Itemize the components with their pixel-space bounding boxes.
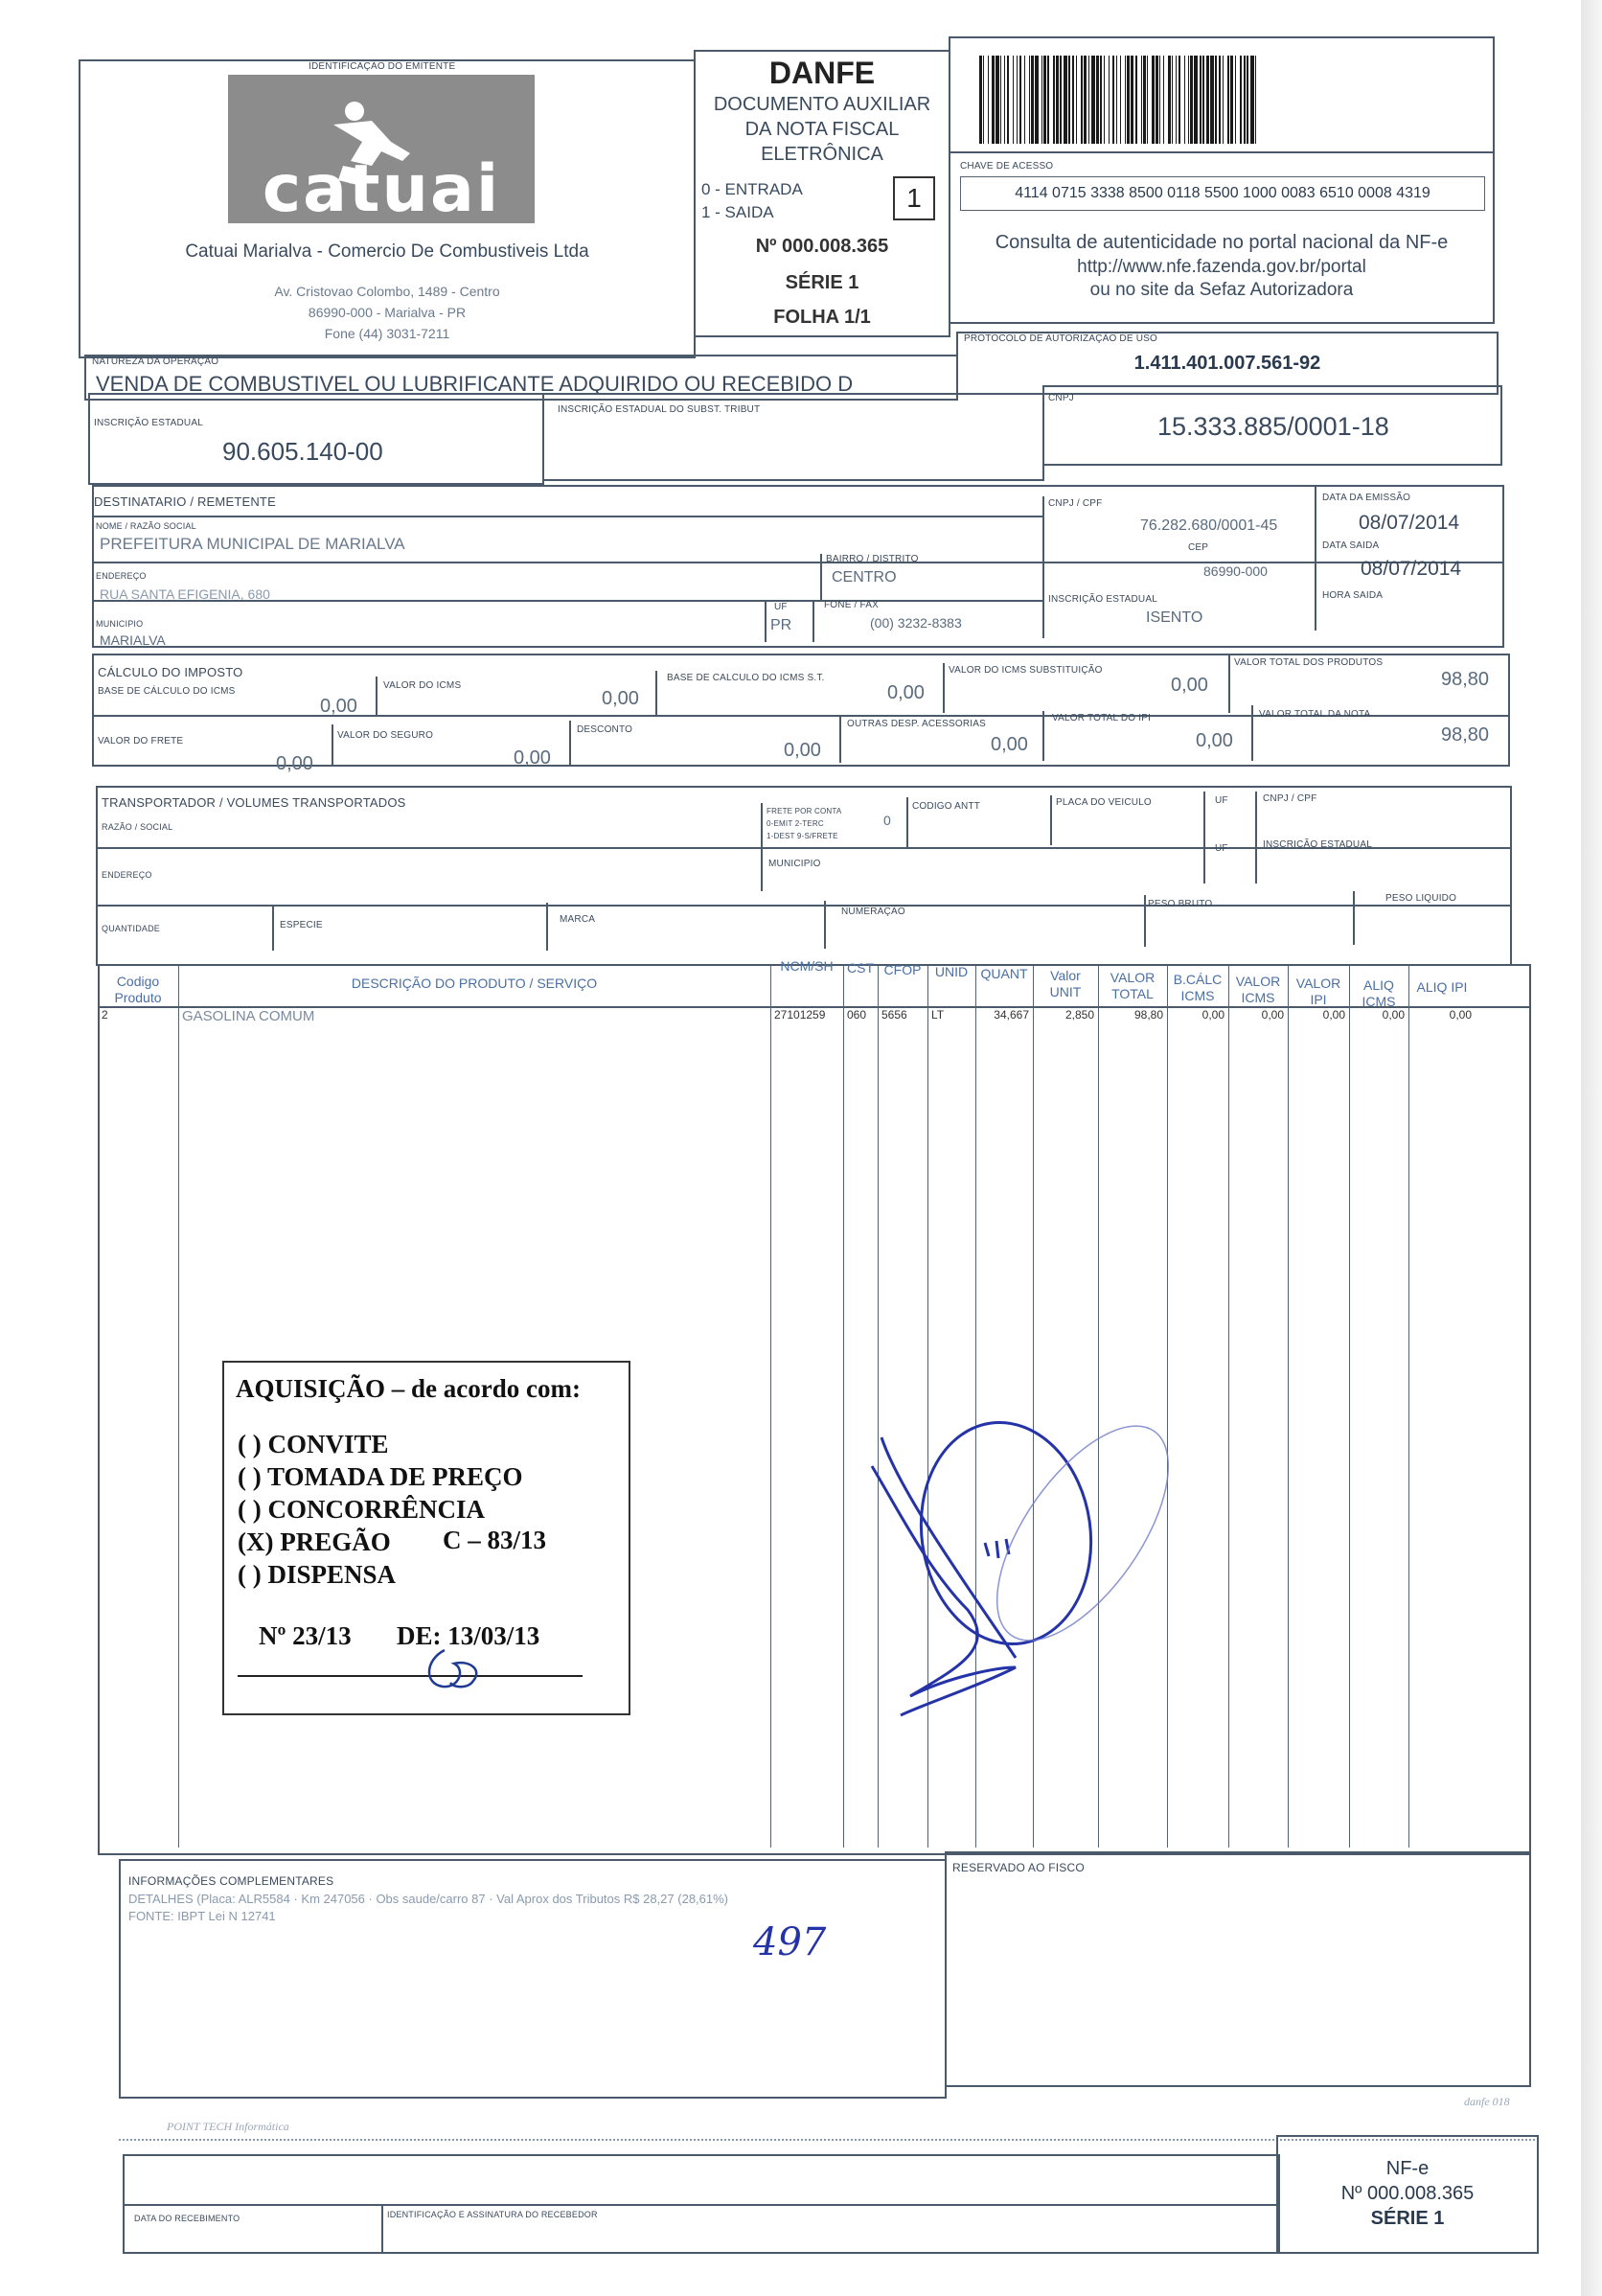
transp-municipio-label: MUNICIPIO: [768, 859, 821, 869]
transp-sep11: [1353, 891, 1355, 945]
stamp-initials-icon: [416, 1641, 502, 1698]
table-cell-valor_total: 98,80: [1133, 1008, 1163, 1022]
transp-antt-label: CODIGO ANTT: [912, 801, 981, 812]
table-cell-descricao: GASOLINA COMUM: [182, 1008, 315, 1024]
valor-icms-st: 0,00: [1171, 675, 1208, 696]
consulta-line3: ou no site da Sefaz Autorizadora: [1089, 280, 1354, 300]
chave-value: 4114 0715 3338 8500 0118 5500 1000 0083 6510 0008 4319: [960, 176, 1485, 211]
table-header-cell: QUANT: [980, 966, 1028, 981]
transp-row2-line: [96, 905, 1512, 907]
stamp-de: DE: 13/03/13: [397, 1621, 540, 1650]
imposto-sep4: [1228, 655, 1230, 713]
dest-municipio: MARIALVA: [100, 632, 166, 648]
danfe-title: DANFE: [768, 56, 876, 90]
info-line1: DETALHES (Placa: ALR5584 · Km 247056 · Obs saude/carro 87 · Val Aprox dos Tributos R$ 28,27 (28,61%): [128, 1892, 729, 1906]
table-column-line: [178, 966, 179, 1848]
table-header-cell: VALOR TOTAL: [1110, 970, 1156, 1001]
dest-cep-label: CEP: [1188, 542, 1209, 553]
frete-value: 0,00: [276, 753, 313, 774]
base-icms-label: BASE DE CÁLCULO DO ICMS: [98, 686, 236, 697]
dest-uf: PR: [770, 617, 792, 633]
dest-fone-sep: [812, 600, 814, 642]
table-cell-quant: 34,667: [994, 1008, 1029, 1022]
table-cell-ncm: 27101259: [774, 1008, 826, 1022]
stamp-convite: ( ) CONVITE: [238, 1430, 389, 1458]
software-label: POINT TECH Informática: [167, 2120, 289, 2133]
transp-section-label: TRANSPORTADOR / VOLUMES TRANSPORTADOS: [102, 795, 406, 810]
recibo-mid-line: [123, 2204, 1280, 2206]
stamp-tomada: ( ) TOMADA DE PREÇO: [238, 1462, 523, 1491]
ie-label: INSCRIÇÃO ESTADUAL: [94, 418, 203, 428]
ipi-label: VALOR TOTAL DO IPI: [1052, 713, 1152, 723]
stamp-numero: Nº 23/13: [259, 1621, 352, 1650]
dest-row1-line: [92, 516, 1042, 517]
transp-endereco-label: ENDEREÇO: [102, 870, 152, 880]
emitente-phone: Fone (44) 3031-7211: [324, 326, 450, 341]
transp-peso-liquido-label: PESO LIQUIDO: [1385, 893, 1457, 904]
logo-text: catuai: [262, 151, 501, 227]
base-icms: 0,00: [320, 696, 357, 717]
dest-cnpj-sep: [1042, 496, 1044, 638]
transp-sep6: [761, 847, 763, 891]
dest-endereco-label: ENDEREÇO: [96, 571, 147, 581]
table-cell-valor_unit: 2,850: [1064, 1008, 1094, 1022]
table-header-cell: VALOR IPI: [1295, 976, 1341, 1007]
transp-sep3: [1050, 795, 1052, 845]
table-cell-vicms: 0,00: [1261, 1008, 1284, 1022]
danfe-ref: danfe 018: [1464, 2095, 1510, 2108]
transp-marca-label: MARCA: [560, 914, 596, 925]
transp-sep1: [761, 803, 763, 851]
dest-bairro: CENTRO: [832, 569, 897, 585]
dest-cep: 86990-000: [1203, 563, 1268, 579]
emitente-address: Av. Cristovao Colombo, 1489 - Centro: [274, 284, 500, 299]
base-icms-st: 0,00: [887, 682, 925, 703]
info-handwritten: 497: [753, 1920, 827, 1964]
transp-cnpj-label: CNPJ / CPF: [1263, 793, 1317, 804]
table-column-line: [770, 966, 771, 1848]
transp-sep7: [272, 907, 274, 951]
frete-label: VALOR DO FRETE: [98, 736, 184, 746]
imposto-sep3: [943, 663, 945, 713]
company-logo: [228, 75, 535, 227]
dest-data-emissao-label: DATA DA EMISSÃO: [1322, 493, 1411, 503]
page-edge: [1581, 0, 1602, 2296]
table-cell-aliq_ipi: 0,00: [1449, 1008, 1472, 1022]
dest-cnpj: 76.282.680/0001-45: [1140, 517, 1278, 534]
footer-numero: Nº 000.008.365: [1340, 2183, 1475, 2204]
desconto-value: 0,00: [784, 740, 821, 761]
assinatura-label: IDENTIFICAÇÃO E ASSINATURA DO RECEBEDOR: [387, 2210, 598, 2219]
dest-nome: PREFEITURA MUNICIPAL DE MARIALVA: [100, 535, 405, 553]
valor-icms-st-label: VALOR DO ICMS SUBSTITUIÇÃO: [949, 665, 1103, 676]
imposto-sep6: [569, 721, 571, 765]
transp-frete-value: 0: [883, 813, 891, 828]
table-column-line: [1408, 966, 1409, 1848]
table-header-cell: CST: [847, 960, 874, 976]
danfe-saida: 1 - SAIDA: [701, 203, 774, 221]
signature-stamp-icon: [843, 1380, 1246, 1782]
dest-bairro-label: BAIRRO / DISTRITO: [826, 554, 919, 564]
transp-sep9: [824, 901, 826, 949]
danfe-line1: DOCUMENTO AUXILIAR: [713, 94, 931, 115]
cnpj-emit-label: CNPJ: [1048, 393, 1074, 403]
danfe-numero: Nº 000.008.365: [755, 236, 889, 257]
table-header-cell: VALOR ICMS: [1235, 974, 1281, 1005]
transp-especie-label: ESPECIE: [280, 920, 323, 930]
dest-nome-label: NOME / RAZÃO SOCIAL: [96, 521, 196, 531]
transp-frete-label3: 1-DEST 9-S/FRETE: [767, 832, 838, 840]
protocolo-value: 1.411.401.007.561-92: [1133, 353, 1321, 374]
barcode: [979, 56, 1468, 144]
danfe-folha: FOLHA 1/1: [773, 307, 871, 328]
total-produtos: 98,80: [1441, 669, 1490, 690]
dest-data-saida: 08/07/2014: [1361, 558, 1462, 580]
dest-box: [92, 485, 1504, 648]
table-cell-bcalc: 0,00: [1202, 1008, 1224, 1022]
table-header-cell: ALIQ ICMS: [1362, 977, 1396, 1009]
table-header-cell: UNID: [934, 964, 969, 979]
total-produtos-label: VALOR TOTAL DOS PRODUTOS: [1234, 657, 1384, 668]
valor-icms: 0,00: [602, 688, 639, 709]
ipi-value: 0,00: [1196, 730, 1233, 751]
seguro-value: 0,00: [514, 747, 551, 769]
dest-endereco: RUA SANTA EFIGENIA, 680: [100, 586, 270, 602]
natureza-label: NATUREZA DA OPERAÇÃO: [92, 356, 219, 367]
seguro-label: VALOR DO SEGURO: [337, 730, 434, 741]
stamp-concorrencia: ( ) CONCORRÊNCIA: [238, 1495, 485, 1524]
stamp-pregao-ref: C – 83/13: [443, 1526, 546, 1554]
dest-ie: ISENTO: [1146, 609, 1203, 626]
imposto-sep9: [1251, 705, 1253, 761]
danfe-line2: DA NOTA FISCAL: [744, 119, 900, 140]
stamp-signature-line: [238, 1675, 583, 1677]
table-header-cell: CFOP: [883, 962, 922, 977]
data-receb-label: DATA DO RECEBIMENTO: [134, 2214, 240, 2223]
imposto-sep1: [376, 677, 378, 717]
danfe-line3: ELETRÔNICA: [761, 144, 883, 165]
dest-cnpj-label: CNPJ / CPF: [1048, 498, 1103, 509]
transp-sep4: [1203, 792, 1205, 884]
base-icms-st-label: BASE DE CALCULO DO ICMS S.T.: [667, 673, 825, 683]
danfe-tipo-box: 1: [893, 176, 935, 220]
danfe-entrada: 0 - ENTRADA: [701, 180, 803, 198]
transp-uf2-label: UF: [1215, 843, 1228, 854]
dest-section-label: DESTINATARIO / REMETENTE: [94, 494, 276, 509]
footer-serie: SÉRIE 1: [1370, 2208, 1445, 2229]
outras-value: 0,00: [991, 734, 1028, 755]
transp-frete-label1: FRETE POR CONTA: [767, 807, 842, 815]
table-header-cell: Valor UNIT: [1049, 968, 1082, 999]
fisco-box: [945, 1851, 1531, 2087]
dest-data-emissao: 08/07/2014: [1359, 512, 1460, 534]
cnpj-emit-value: 15.333.885/0001-18: [1157, 412, 1389, 441]
transp-numeracao-label: NUMERAÇÃO: [841, 907, 905, 917]
protocolo-label: PROTOCOLO DE AUTORIZAÇÃO DE USO: [964, 333, 1157, 344]
dest-fone: (00) 3232-8383: [870, 615, 962, 631]
imposto-sep2: [655, 671, 657, 717]
natureza-value: VENDA DE COMBUSTIVEL OU LUBRIFICANTE ADQUIRIDO OU RECEBIDO D: [96, 372, 854, 396]
table-cell-unid: LT: [931, 1008, 945, 1022]
transp-frete-label2: 0-EMIT 2-TERC: [767, 819, 824, 828]
transp-sep2: [906, 797, 908, 847]
emitente-name: Catuai Marialva - Comercio De Combustiveis Ltda: [185, 241, 589, 262]
stamp-pregao: (X) PREGÃO: [238, 1527, 391, 1556]
stamp-title: AQUISIÇÃO – de acordo com:: [236, 1374, 581, 1403]
valor-icms-label: VALOR DO ICMS: [383, 680, 462, 691]
dest-uf-label: UF: [774, 602, 788, 612]
table-header-cell: B.CÁLC ICMS: [1173, 972, 1223, 1003]
desconto-label: DESCONTO: [577, 724, 633, 735]
table-header-cell: DESCRIÇÃO DO PRODUTO / SERVIÇO: [351, 976, 598, 991]
table-header-cell: Codigo Produto: [114, 974, 162, 1005]
ie-value: 90.605.140-00: [222, 437, 383, 466]
table-cell-codigo: 2: [102, 1008, 108, 1022]
danfe-serie: SÉRIE 1: [785, 272, 859, 293]
transp-quantidade-label: QUANTIDADE: [102, 924, 161, 933]
dest-bairro-sep: [820, 554, 822, 600]
transp-peso-bruto-label: PESO BRUTO: [1148, 899, 1213, 909]
transp-sep5: [1255, 792, 1257, 884]
info-line2: FONTE: IBPT Lei N 12741: [128, 1909, 276, 1923]
table-column-line: [1288, 966, 1289, 1848]
table-cell-cst: 060: [847, 1008, 867, 1022]
imposto-sep8: [1042, 711, 1044, 761]
info-section-label: INFORMAÇÕES COMPLEMENTARES: [128, 1874, 334, 1888]
imposto-sep5: [332, 724, 333, 767]
transp-sep8: [546, 903, 548, 951]
transp-ie-label: INSCRIÇÃO ESTADUAL: [1263, 839, 1372, 850]
table-cell-cfop: 5656: [881, 1008, 907, 1022]
dest-fone-label: FONE / FAX: [824, 600, 880, 610]
aquisicao-stamp: [222, 1361, 630, 1715]
fisco-label: RESERVADO AO FISCO: [952, 1861, 1085, 1874]
table-header-cell: NCM/SH: [780, 958, 834, 974]
dest-uf-sep: [765, 600, 767, 642]
table-cell-aliq_icms: 0,00: [1382, 1008, 1405, 1022]
emitente-cep-city: 86990-000 - Marialva - PR: [308, 305, 467, 320]
dest-row3-line: [92, 600, 1042, 602]
dest-hora-label: HORA SAIDA: [1322, 590, 1384, 601]
footer-nfe: NF-e: [1385, 2158, 1430, 2179]
dest-date-sep: [1315, 487, 1316, 631]
dest-data-saida-label: DATA SAIDA: [1322, 540, 1380, 551]
transp-sep10: [1144, 895, 1146, 947]
consulta-line2: http://www.nfe.fazenda.gov.br/portal: [1077, 257, 1366, 277]
dest-municipio-label: MUNICIPIO: [96, 619, 144, 629]
table-cell-vipi: 0,00: [1322, 1008, 1345, 1022]
chave-label: CHAVE DE ACESSO: [960, 161, 1054, 172]
table-header-cell: ALIQ IPI: [1416, 979, 1468, 995]
dest-ie-label: INSCRIÇÃO ESTADUAL: [1048, 594, 1157, 605]
total-nota: 98,80: [1441, 724, 1490, 746]
stamp-dispensa: ( ) DISPENSA: [238, 1560, 397, 1589]
ie-st-label: INSCRIÇÃO ESTADUAL DO SUBST. TRIBUT: [558, 404, 761, 415]
imposto-sep7: [839, 715, 841, 763]
transp-uf-label: UF: [1215, 795, 1228, 806]
imposto-section-label: CÁLCULO DO IMPOSTO: [98, 665, 243, 679]
outras-label: OUTRAS DESP. ACESSORIAS: [847, 719, 987, 729]
recibo-sep: [381, 2204, 383, 2254]
emitente-section-label: IDENTIFICAÇÃO DO EMITENTE: [309, 61, 456, 72]
consulta-line1: Consulta de autenticidade no portal nacional da NF-e: [995, 232, 1449, 253]
transp-razao-label: RAZÃO / SOCIAL: [102, 822, 173, 832]
table-column-line: [1349, 966, 1350, 1848]
dest-row2-line: [92, 562, 1504, 563]
chave-divider: [949, 151, 1495, 153]
transp-placa-label: PLACA DO VEICULO: [1056, 797, 1152, 808]
total-nota-label: VALOR TOTAL DA NOTA: [1259, 709, 1371, 720]
